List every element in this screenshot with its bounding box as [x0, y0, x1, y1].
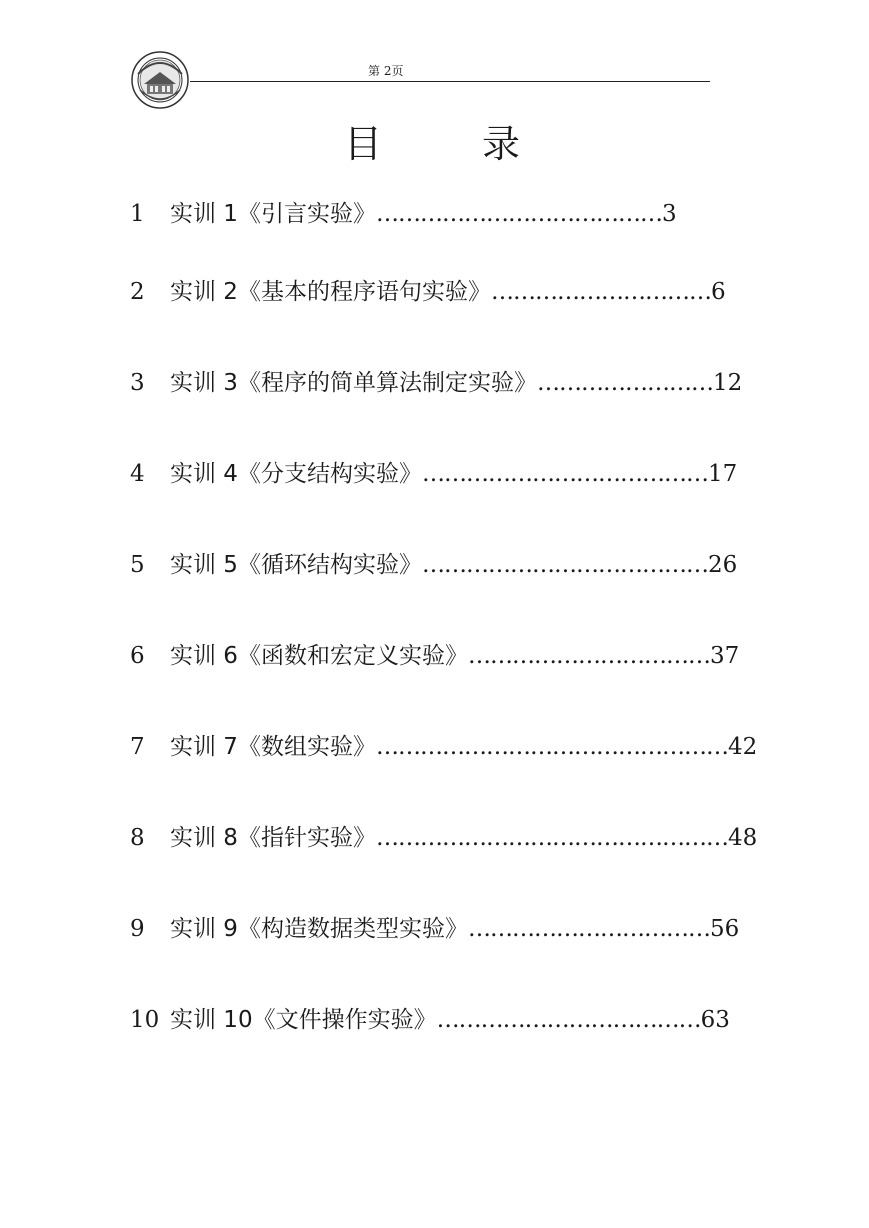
toc-number: 4 [130, 461, 145, 487]
page-title [344, 113, 520, 168]
toc-label: 实训 1《引言实验》 [170, 201, 376, 227]
title-char-right: 录 [482, 122, 521, 166]
toc-label: 实训 5《循环结构实验》 [170, 552, 422, 578]
page-number: 第 2页 [368, 64, 404, 78]
university-seal-icon [130, 50, 190, 110]
toc-label: 实训 4《分支结构实验》 [170, 461, 422, 487]
toc-label: 实训 7《数组实验》 [170, 734, 376, 760]
toc-page-number: 42 [727, 734, 758, 760]
toc-leader-dots: ………………………………… [375, 201, 662, 227]
toc-leader-dots: …………………………… [467, 916, 710, 942]
toc-entry-6[interactable] [130, 637, 739, 670]
toc-number: 2 [130, 279, 145, 305]
toc-entry-7[interactable] [130, 728, 757, 761]
toc-number: 3 [130, 370, 145, 396]
toc-entry-10[interactable] [130, 1001, 730, 1034]
toc-leader-dots: ………………………………… [421, 552, 708, 578]
toc-page-number: 12 [712, 370, 743, 396]
toc-leader-dots: ………………………………………… [375, 734, 728, 760]
toc-leader-dots: ………………………… [490, 279, 711, 305]
toc-entry-3[interactable] [130, 364, 742, 397]
toc-leader-dots: ……………………………… [436, 1007, 701, 1033]
toc-number: 10 [130, 1007, 160, 1033]
toc-label: 实训 3《程序的简单算法制定实验》 [170, 370, 537, 396]
toc-entry-9[interactable] [130, 910, 739, 943]
toc-page-number: 6 [710, 279, 726, 305]
toc-page-number: 48 [727, 825, 758, 851]
toc-number: 9 [130, 916, 145, 942]
toc-entry-1[interactable] [130, 195, 677, 228]
toc-entry-5[interactable] [130, 546, 737, 579]
toc-entry-8[interactable] [130, 819, 757, 852]
toc-label: 实训 2《基本的程序语句实验》 [170, 279, 491, 305]
toc-leader-dots: ………………………………………… [375, 825, 728, 851]
header-divider [190, 81, 710, 82]
toc-label: 实训 10《文件操作实验》 [170, 1007, 437, 1033]
toc-entry-4[interactable] [130, 455, 737, 488]
toc-label: 实训 9《构造数据类型实验》 [170, 916, 468, 942]
page-header [130, 50, 720, 110]
toc-leader-dots: …………………………… [467, 643, 710, 669]
toc-entry-2[interactable] [130, 273, 726, 306]
toc-leader-dots: ………………………………… [421, 461, 708, 487]
toc-page-number: 26 [707, 552, 738, 578]
toc-number: 6 [130, 643, 145, 669]
toc-page-number: 63 [700, 1007, 730, 1033]
toc-page-number: 17 [707, 461, 738, 487]
toc-number: 1 [130, 201, 145, 227]
toc-number: 8 [130, 825, 145, 851]
toc-label: 实训 6《函数和宏定义实验》 [170, 643, 468, 669]
title-char-left: 目 [344, 122, 383, 166]
toc-page-number: 3 [661, 201, 677, 227]
toc-page-number: 37 [709, 643, 740, 669]
toc-number: 5 [130, 552, 145, 578]
toc-page-number: 56 [709, 916, 740, 942]
toc-label: 实训 8《指针实验》 [170, 825, 376, 851]
toc-number: 7 [130, 734, 145, 760]
toc-leader-dots: …………………… [536, 370, 713, 396]
